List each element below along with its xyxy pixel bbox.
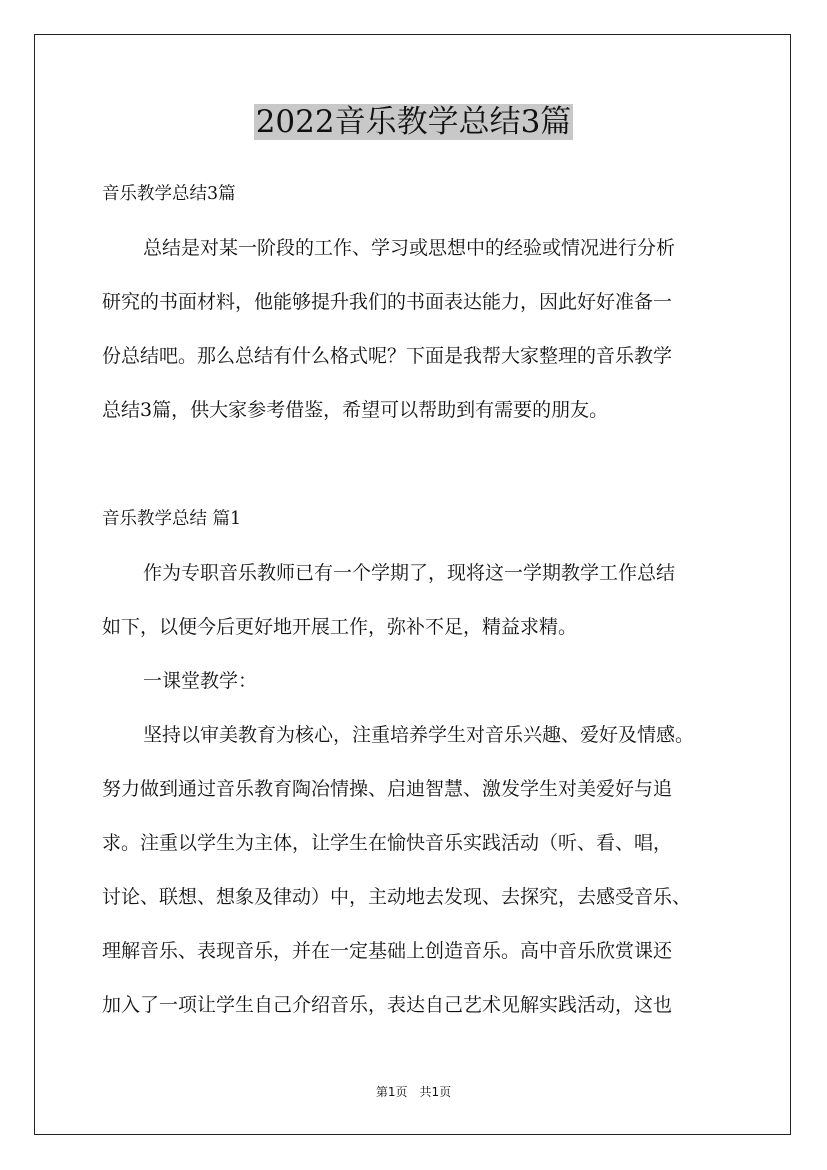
document-title-text: 2022音乐教学总结3篇: [255, 104, 572, 140]
body-line-6: 加入了一项让学生自己介绍音乐，表达自己艺术见解实践活动，这也: [102, 994, 673, 1016]
intro-line-3: 份总结吧。那么总结有什么格式呢？下面是我帮大家整理的音乐教学: [102, 345, 673, 367]
intro-line-1: 总结是对某一阶段的工作、学习或思想中的经验或情况进行分析: [143, 237, 676, 259]
section-heading: 音乐教学总结 篇1: [102, 509, 242, 529]
document-title: [0, 100, 827, 144]
page-footer: 第1页 共1页: [375, 1085, 452, 1099]
body-line-4: 讨论、联想、想象及律动）中，主动地去发现、去探究，去感受音乐、: [102, 886, 692, 908]
body-line-2: 努力做到通过音乐教育陶冶情操、启迪智慧、激发学生对美爱好与追: [102, 778, 673, 800]
body-line-1: 坚持以审美教育为核心，注重培养学生对音乐兴趣、爱好及情感。: [143, 724, 695, 746]
subtitle: 音乐教学总结3篇: [102, 184, 236, 204]
section-line-1: 作为专职音乐教师已有一个学期了，现将这一学期教学工作总结: [143, 562, 676, 584]
body-line-3: 求。注重以学生为主体，让学生在愉快音乐实践活动（听、看、唱，: [102, 832, 673, 854]
intro-line-4: 总结3篇，供大家参考借鉴，希望可以帮助到有需要的朋友。: [102, 399, 609, 421]
body-line-5: 理解音乐、表现音乐，并在一定基础上创造音乐。高中音乐欣赏课还: [102, 940, 673, 962]
subheading: 一课堂教学：: [143, 670, 258, 692]
intro-line-2: 研究的书面材料，他能够提升我们的书面表达能力，因此好好准备一: [102, 291, 673, 313]
section-line-2: 如下，以便今后更好地开展工作，弥补不足，精益求精。: [102, 616, 578, 638]
